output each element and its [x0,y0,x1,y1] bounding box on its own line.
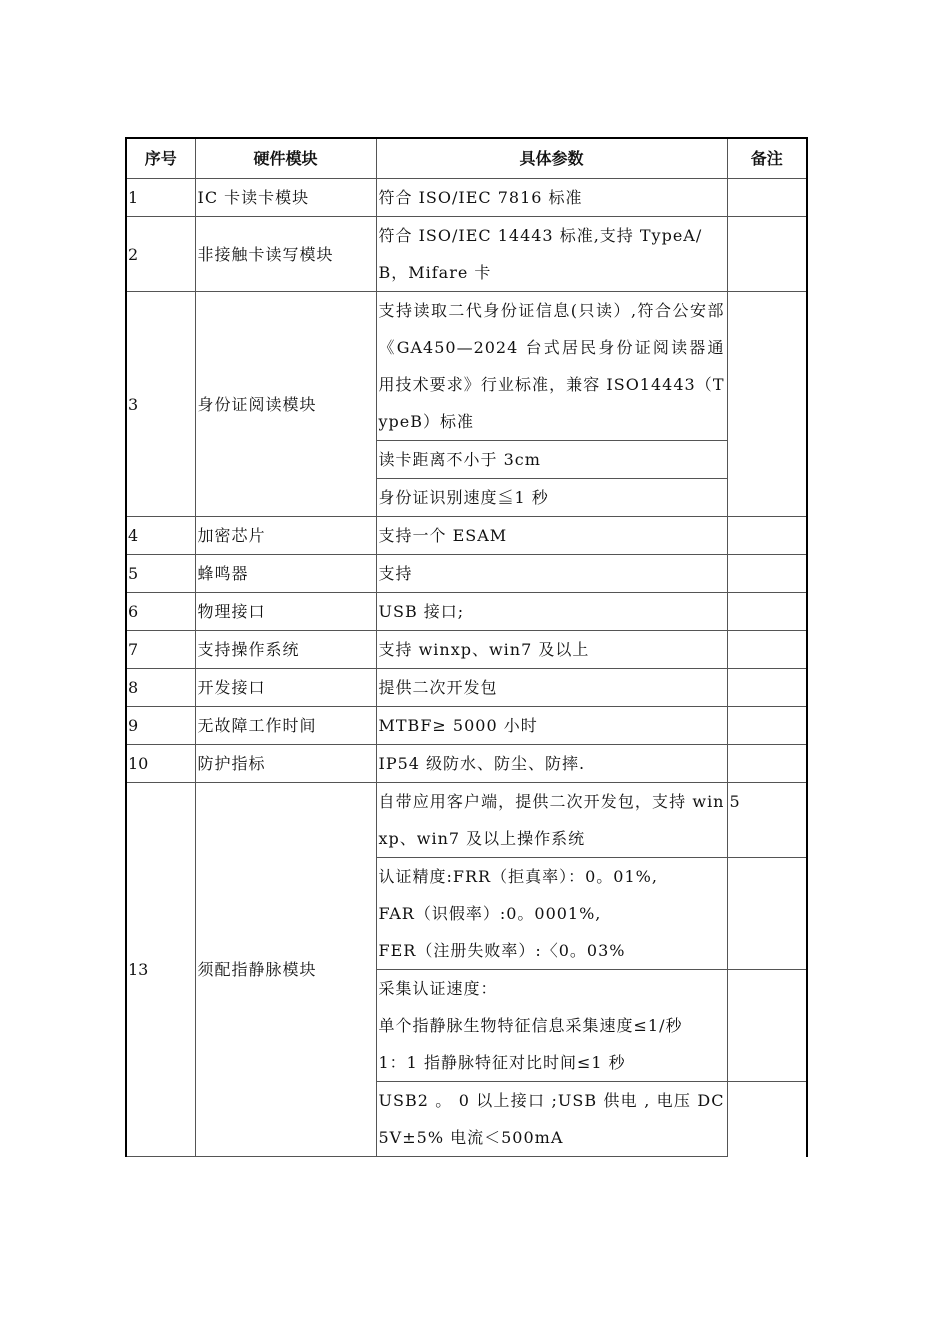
row-note [727,179,807,217]
row-note: 5 [727,783,807,858]
header-seq: 序号 [126,138,195,179]
row-module: 防护指标 [195,745,376,783]
row-param: USB2 。 0 以上接口 ;USB 供电 , 电压 DC5V±5% 电流＜500mA [376,1082,727,1157]
table-row [126,669,807,707]
table-header-row [126,138,807,179]
row-note [727,217,807,292]
row-param: 提供二次开发包 [376,669,727,707]
row-note [727,1082,807,1157]
table-row [126,593,807,631]
row-note [727,745,807,783]
row-note [727,517,807,555]
row-module: 开发接口 [195,669,376,707]
row-note [727,669,807,707]
row-module: IC 卡读卡模块 [195,179,376,217]
row-seq: 4 [126,517,195,555]
row-note [727,631,807,669]
row-note [727,593,807,631]
table-row [126,707,807,745]
row-module: 非接触卡读写模块 [195,217,376,292]
header-module: 硬件模块 [195,138,376,179]
table-row [126,555,807,593]
row-param: 身份证识别速度≦1 秒 [376,479,727,517]
row-seq: 13 [126,783,195,1157]
row-module: 须配指静脉模块 [195,783,376,1157]
row-note [727,292,807,517]
table-row [126,517,807,555]
row-seq: 9 [126,707,195,745]
row-param: 支持一个 ESAM [376,517,727,555]
spec-table [125,137,808,1157]
row-param: IP54 级防水、防尘、防摔. [376,745,727,783]
table-row [126,217,807,292]
table-row [126,783,807,858]
row-param: 采集认证速度： 单个指静脉生物特征信息采集速度≤1/秒 1：1 指静脉特征对比时间≤1 秒 [376,970,727,1082]
row-note [727,555,807,593]
row-param: 支持读取二代身份证信息(只读）,符合公安部《GA450—2024 台式居民身份证阅读器通用技术要求》行业标准，兼容 ISO14443（TypeB）标准 [376,292,727,441]
row-param: 自带应用客户端，提供二次开发包，支持 winxp、win7 及以上操作系统 [376,783,727,858]
row-param: USB 接口; [376,593,727,631]
row-module: 身份证阅读模块 [195,292,376,517]
row-note [727,970,807,1082]
row-module: 支持操作系统 [195,631,376,669]
row-note [727,858,807,970]
row-param: 读卡距离不小于 3cm [376,441,727,479]
row-seq: 1 [126,179,195,217]
table-row [126,179,807,217]
table-row [126,745,807,783]
row-param: 符合 ISO/IEC 7816 标准 [376,179,727,217]
row-module: 物理接口 [195,593,376,631]
row-param: 认证精度:FRR（拒真率）：0。01%, FAR（识假率）:0。0001%, FER（注册失败率）:〈0。03% [376,858,727,970]
row-module: 无故障工作时间 [195,707,376,745]
row-module: 蜂鸣器 [195,555,376,593]
row-param: 符合 ISO/IEC 14443 标准,支持 TypeA/B，Mifare 卡 [376,217,727,292]
row-seq: 6 [126,593,195,631]
row-param: 支持 winxp、win7 及以上 [376,631,727,669]
row-seq: 5 [126,555,195,593]
row-seq: 7 [126,631,195,669]
row-seq: 3 [126,292,195,517]
header-note: 备注 [727,138,807,179]
table-row [126,292,807,441]
row-seq: 2 [126,217,195,292]
header-params: 具体参数 [376,138,727,179]
row-param: 支持 [376,555,727,593]
row-module: 加密芯片 [195,517,376,555]
row-param: MTBF≥ 5000 小时 [376,707,727,745]
row-note [727,707,807,745]
row-seq: 8 [126,669,195,707]
row-seq: 10 [126,745,195,783]
table-row [126,631,807,669]
